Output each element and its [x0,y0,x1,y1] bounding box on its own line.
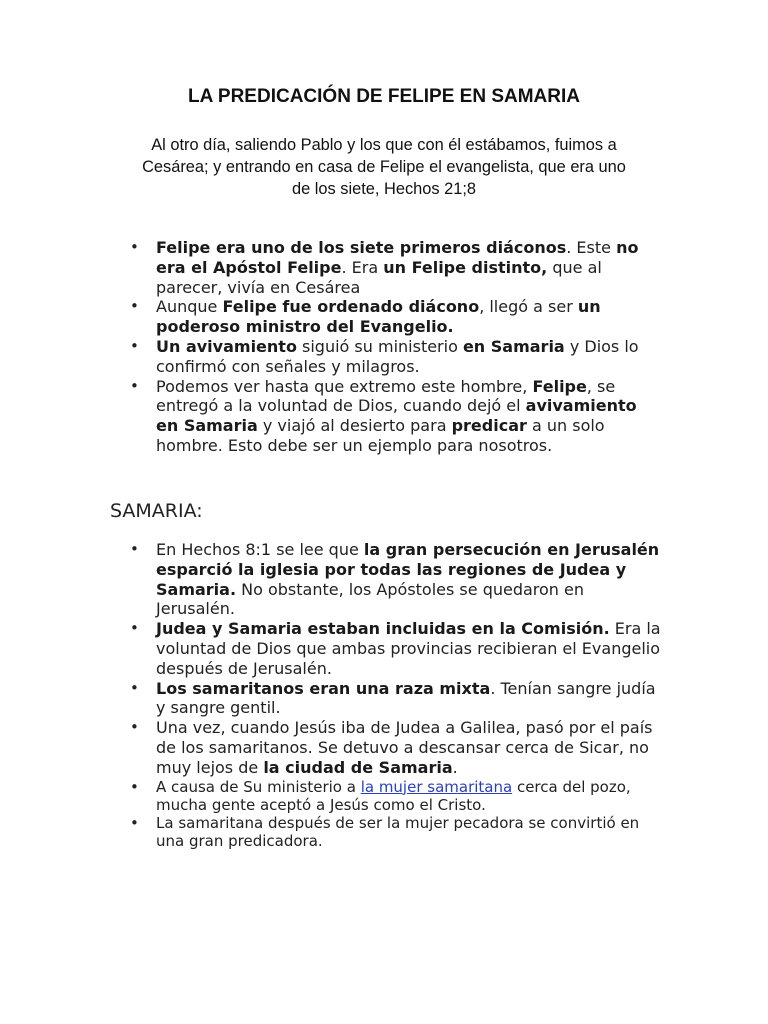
bold-text: la ciudad de Samaria [263,757,453,777]
text: La samaritana después de ser la mujer pecadora se convirtió en una gran predicadora. [156,813,640,850]
list-item [156,540,662,619]
bold-text: un Felipe distinto, [383,257,548,277]
text: cerca del pozo, mucha gente aceptó a Jesús como el Cristo. [156,777,631,814]
text: Aunque [156,297,223,317]
text: . [452,757,458,777]
text: Una vez, cuando Jesús iba de Judea a Galilea, pasó por el país de los samaritanos. Se detuvo a descansar cerca de Sicar, no muy lejos de [156,718,653,777]
text: a un solo hombre. Esto debe ser un ejemplo para nosotros. [156,416,605,455]
bold-text: Felipe [532,376,587,396]
samaria-points-list [156,540,662,850]
text: que al parecer, vivía en Cesárea [156,257,602,297]
section-heading-samaria: SAMARIA: [110,500,203,522]
list-item [156,297,662,337]
text: A causa de Su ministerio a [156,777,361,796]
bold-text: Felipe fue ordenado diácono [222,297,480,317]
bold-text: predicar [451,416,527,436]
bold-text: avivamiento en Samaria [156,396,637,436]
bold-text: un poderoso ministro del Evangelio. [156,297,601,337]
mujer-samaritana-link[interactable]: la mujer samaritana [360,777,513,796]
list-item [156,377,662,456]
bold-text: Los samaritanos eran una raza mixta [156,678,491,698]
text: , se entregó a la voluntad de Dios, cuando dejó el [156,376,616,416]
document-title: LA PREDICACIÓN DE FELIPE EN SAMARIA [188,86,580,107]
text: . Tenían sangre judía y sangre gentil. [156,678,656,718]
bold-text: no era el Apóstol Felipe [156,238,639,277]
text: No obstante, los Apóstoles se quedaron en Jerusalén. [156,579,585,619]
bold-text: Un avivamiento [156,336,297,356]
list-item [156,238,662,297]
list-item [156,814,662,850]
list-item [156,619,662,678]
felipe-points-list [156,238,662,456]
epigraph-line: Al otro día, saliendo Pablo y los que con él estábamos, fuimos a [151,136,617,154]
list-item [156,778,662,814]
bold-text: Judea y Samaria estaban incluidas en la Comisión. [156,619,610,639]
text: y viajó al desierto para [257,416,452,436]
list-item [156,718,662,777]
bold-text: Felipe era uno de los siete primeros diáconos [156,238,567,257]
text: . Este [566,238,617,257]
epigraph-quote [110,134,658,200]
bold-text: en Samaria [462,336,565,356]
text: y Dios lo confirmó con señales y milagros. [156,336,639,376]
text: . Era [341,257,384,277]
text: siguió su ministerio [296,336,463,356]
list-item [156,337,662,377]
text: Era la voluntad de Dios que ambas provincias recibieran el Evangelio después de Jerusalén. [156,619,661,678]
text: Podemos ver hasta que extremo este hombre, [156,376,533,396]
list-item [156,679,662,719]
text: , llegó a ser [479,297,578,317]
bold-text: la gran persecución en Jerusalén esparció la iglesia por todas las regiones de Judea y Samaria. [156,540,660,599]
epigraph-line: de los siete, Hechos 21;8 [291,180,477,198]
text: En Hechos 8:1 se lee que [156,540,364,559]
epigraph-line: Cesárea; y entrando en casa de Felipe el evangelista, que era uno [142,158,626,176]
